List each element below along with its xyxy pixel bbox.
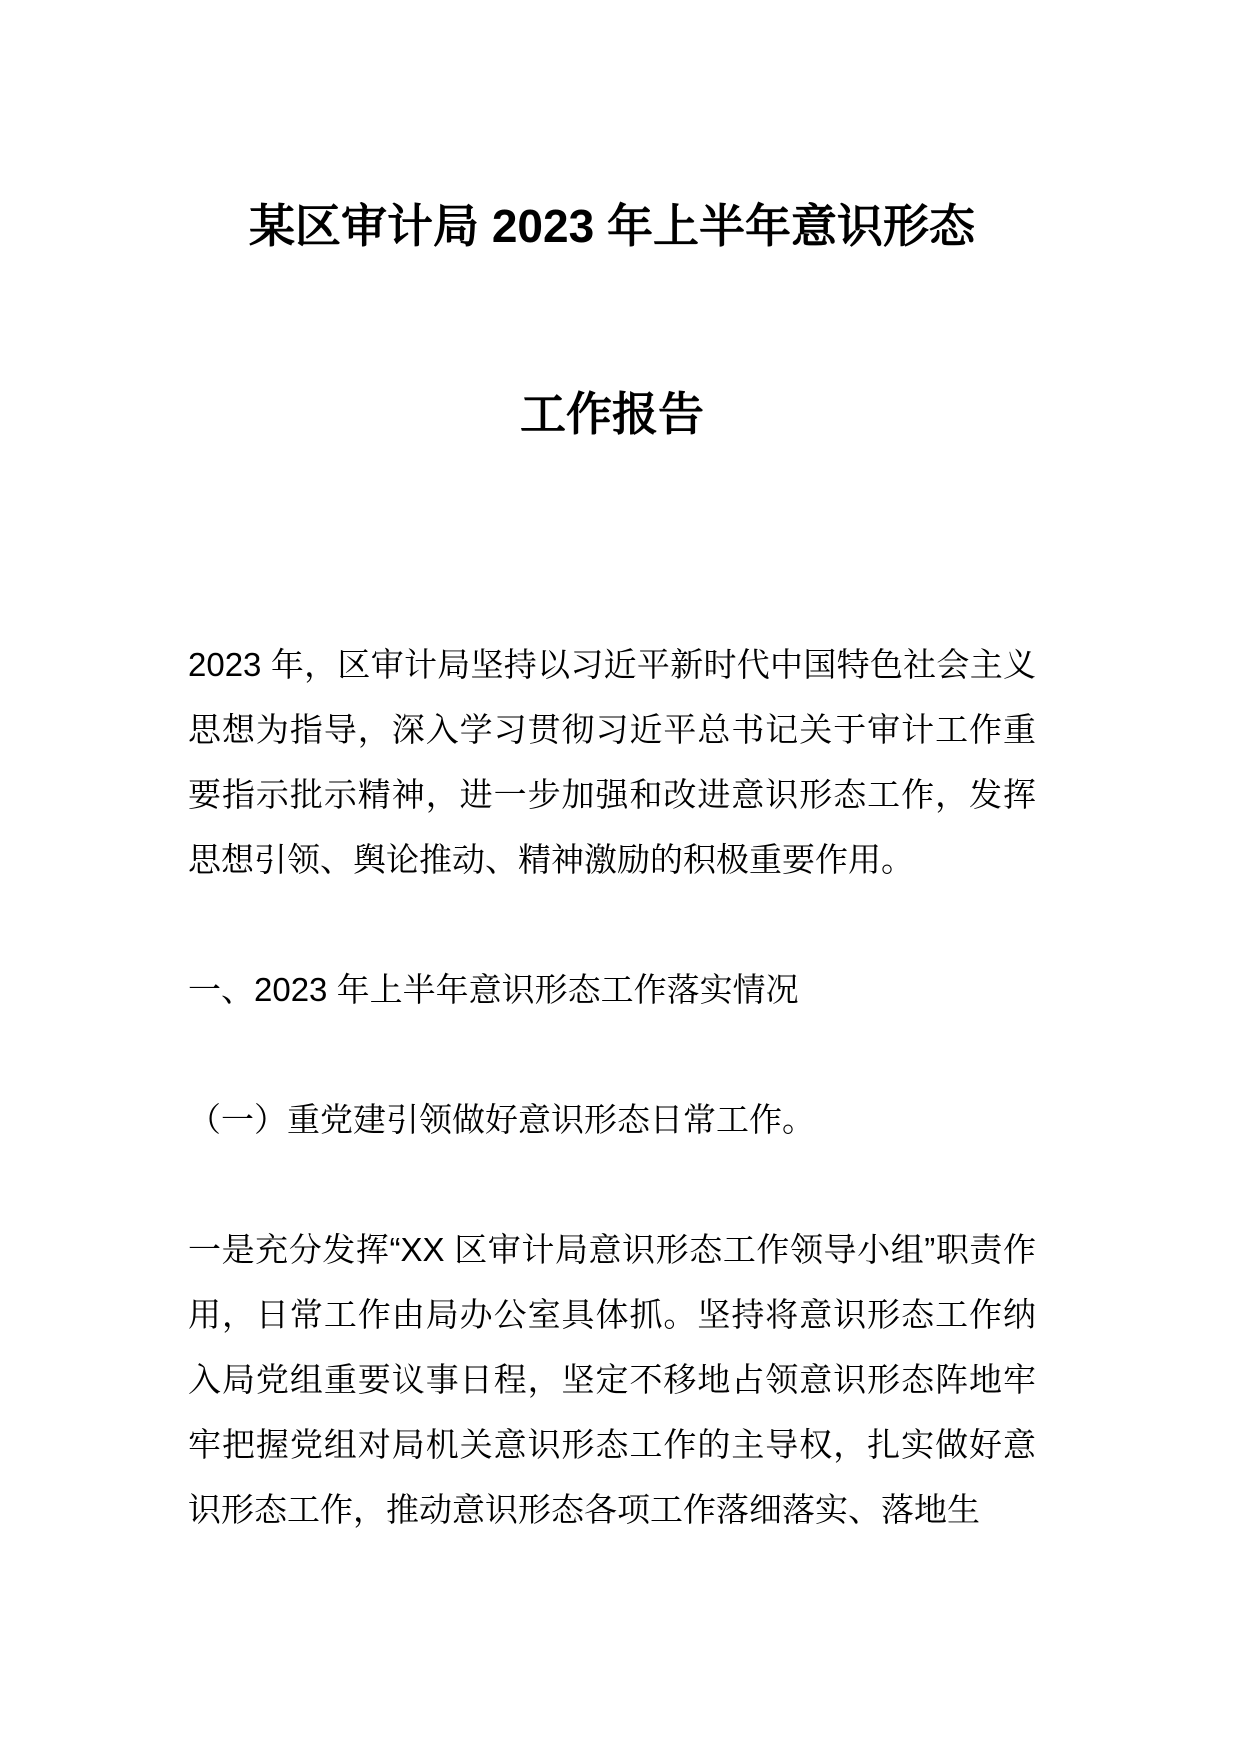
section-heading: 一、2023 年上半年意识形态工作落实情况 [188,971,799,1008]
subsection-heading: （一）重党建引领做好意识形态日常工作。 [188,1101,815,1138]
document-content [188,0,1036,1542]
document-title-line-1: 某区审计局 2023 年上半年意识形态 [249,200,975,252]
intro-paragraph: 2023 年，区审计局坚持以习近平新时代中国特色社会主义思想为指导，深入学习贯彻习近平总书记关于审计工作重要指示批示精神，进一步加强和改进意识形态工作，发挥思想引领、舆论推动、精神激励的积极重要作用。 [188,646,1036,878]
document-title-line-2: 工作报告 [520,388,704,440]
body-paragraph: 一是充分发挥“XX 区审计局意识形态工作领导小组”职责作用，日常工作由局办公室具体抓。坚持将意识形态工作纳入局党组重要议事日程，坚定不移地占领意识形态阵地牢牢把握党组对局机关意识形态工作的主导权，扎实做好意识形态工作，推动意识形态各项工作落细落实、落地生 [188,1231,1036,1528]
